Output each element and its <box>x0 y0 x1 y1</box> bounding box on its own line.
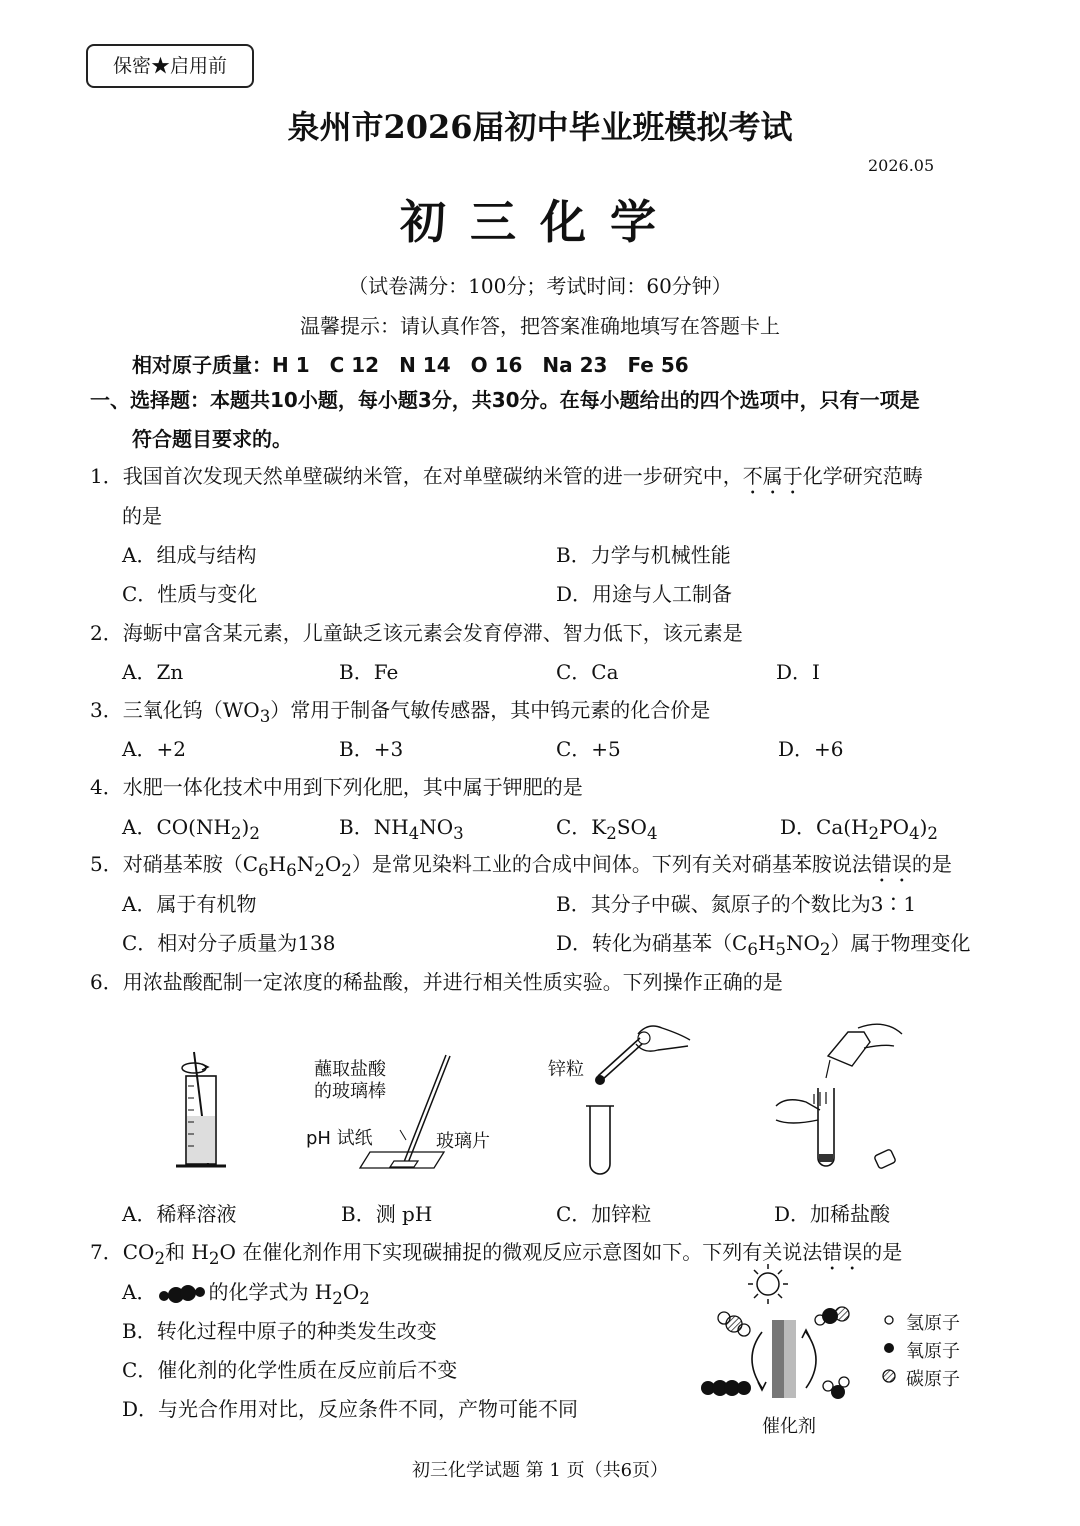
page-footer: 初三化学试题 第 1 页（共6页） <box>411 1460 669 1481</box>
legend-hydrogen: 氢原子 <box>906 1313 960 1334</box>
figure-b-ph <box>360 1050 470 1180</box>
q4-option-c[interactable]: C．$K_2SO_4$ <box>556 815 658 843</box>
q2-option-a[interactable]: A．Zn <box>122 660 184 684</box>
q5-option-b[interactable]: B．其分子中碳、氮原子的个数比为3∶1 <box>556 892 917 916</box>
q3-option-b[interactable]: B．+3 <box>339 737 404 761</box>
reaction-diagram <box>698 1262 878 1422</box>
q7-option-c[interactable]: C．催化剂的化学性质在反应前后不变 <box>122 1358 458 1382</box>
legend-oxygen: 氧原子 <box>906 1341 960 1362</box>
q4-option-d[interactable]: D．$Ca(H_2PO_4)_2$ <box>780 815 939 843</box>
q1-option-b[interactable]: B．力学与机械性能 <box>556 543 731 567</box>
exam-tip: 温馨提示：请认真作答，把答案准确地填写在答题卡上 <box>300 314 780 338</box>
catalyst-label: 催化剂 <box>762 1416 816 1437</box>
figure-a-dilute <box>172 1046 232 1176</box>
q1-option-a[interactable]: A．组成与结构 <box>122 543 257 567</box>
q5-option-d[interactable]: D．转化为硝基苯$(C_6H_5NO_2)$属于物理变化 <box>556 931 971 959</box>
q5-stem: 5．对硝基苯胺$(C_6H_6N_2O_2)$是常见染料工业的合成中间体。下列有关对硝基苯胺说法错误的是 <box>90 852 952 880</box>
q6-option-b[interactable]: B．测 pH <box>341 1202 433 1226</box>
q3-option-a[interactable]: A．+2 <box>122 737 186 761</box>
q1-stem-cont: 的是 <box>122 504 162 528</box>
h2o2-molecule-icon <box>156 1282 208 1306</box>
secret-badge: 保密★启用前 <box>86 44 254 88</box>
q2-option-c[interactable]: C．Ca <box>556 660 619 684</box>
sun-icon <box>748 1264 788 1304</box>
label-rod-1: 蘸取盐酸 <box>314 1059 386 1080</box>
q6-option-a[interactable]: A．稀释溶液 <box>122 1202 237 1226</box>
q2-stem: 2．海蛎中富含某元素，儿童缺乏该元素会发育停滞、智力低下，该元素是 <box>90 621 743 645</box>
atomic-mass: 相对原子质量：H 1 C 12 N 14 O 16 Na 23 Fe 56 <box>132 353 689 377</box>
exam-date: 2026.05 <box>868 156 935 175</box>
q4-stem: 4．水肥一体化技术中用到下列化肥，其中属于钾肥的是 <box>90 775 583 799</box>
q6-option-d[interactable]: D．加稀盐酸 <box>774 1202 891 1226</box>
q4-option-b[interactable]: B．$NH_4NO_3$ <box>339 815 464 843</box>
q1-stem: 1．我国首次发现天然单壁碳纳米管，在对单壁碳纳米管的进一步研究中，不属于化学研究范畴 <box>90 464 923 488</box>
q7-option-d[interactable]: D．与光合作用对比，反应条件不同，产物可能不同 <box>122 1397 579 1421</box>
label-glass-slide: 玻璃片 <box>436 1131 490 1152</box>
q5-option-c[interactable]: C．相对分子质量为138 <box>122 931 336 955</box>
q1-option-c[interactable]: C．性质与变化 <box>122 582 258 606</box>
figure-d-pour <box>768 1016 908 1181</box>
q4-option-a[interactable]: A．$CO(NH_2)_2$ <box>122 815 260 843</box>
q7-stem: 7．$CO_2$和 $H_2O$ 在催化剂作用下实现碳捕捉的微观反应示意图如下。下列有关说法错误的是 <box>90 1240 903 1268</box>
q5-option-a[interactable]: A．属于有机物 <box>122 892 257 916</box>
subject-title: 初三化学 <box>400 195 680 249</box>
section-heading: 一、选择题：本题共10小题，每小题3分，共30分。在每小题给出的四个选项中，只有一项是 <box>90 388 920 412</box>
q6-stem: 6．用浓盐酸配制一定浓度的稀盐酸，并进行相关性质实验。下列操作正确的是 <box>90 970 783 994</box>
label-rod-2: 的玻璃棒 <box>314 1081 386 1102</box>
q7-option-a[interactable]: A． 的化学式为 $H_2O_2$ <box>122 1280 370 1308</box>
q2-option-b[interactable]: B．Fe <box>339 660 399 684</box>
q1-option-d[interactable]: D．用途与人工制备 <box>556 582 733 606</box>
label-ph-paper: pH 试纸 <box>306 1128 373 1149</box>
q7-option-b[interactable]: B．转化过程中原子的种类发生改变 <box>122 1319 437 1343</box>
figure-c-zinc <box>580 1016 700 1176</box>
q3-option-c[interactable]: C．+5 <box>556 737 621 761</box>
exam-info: （试卷满分：100分；考试时间：60分钟） <box>348 274 732 298</box>
label-zinc: 锌粒 <box>548 1059 584 1080</box>
q3-option-d[interactable]: D．+6 <box>778 737 844 761</box>
legend-carbon: 碳原子 <box>906 1369 960 1390</box>
q2-option-d[interactable]: D．I <box>776 660 820 684</box>
exam-title: 泉州市2026届初中毕业班模拟考试 <box>287 108 793 146</box>
q6-option-c[interactable]: C．加锌粒 <box>556 1202 652 1226</box>
section-heading-cont: 符合题目要求的。 <box>132 427 292 451</box>
q3-stem: 3．三氧化钨$(WO_3)$常用于制备气敏传感器，其中钨元素的化合价是 <box>90 698 711 726</box>
